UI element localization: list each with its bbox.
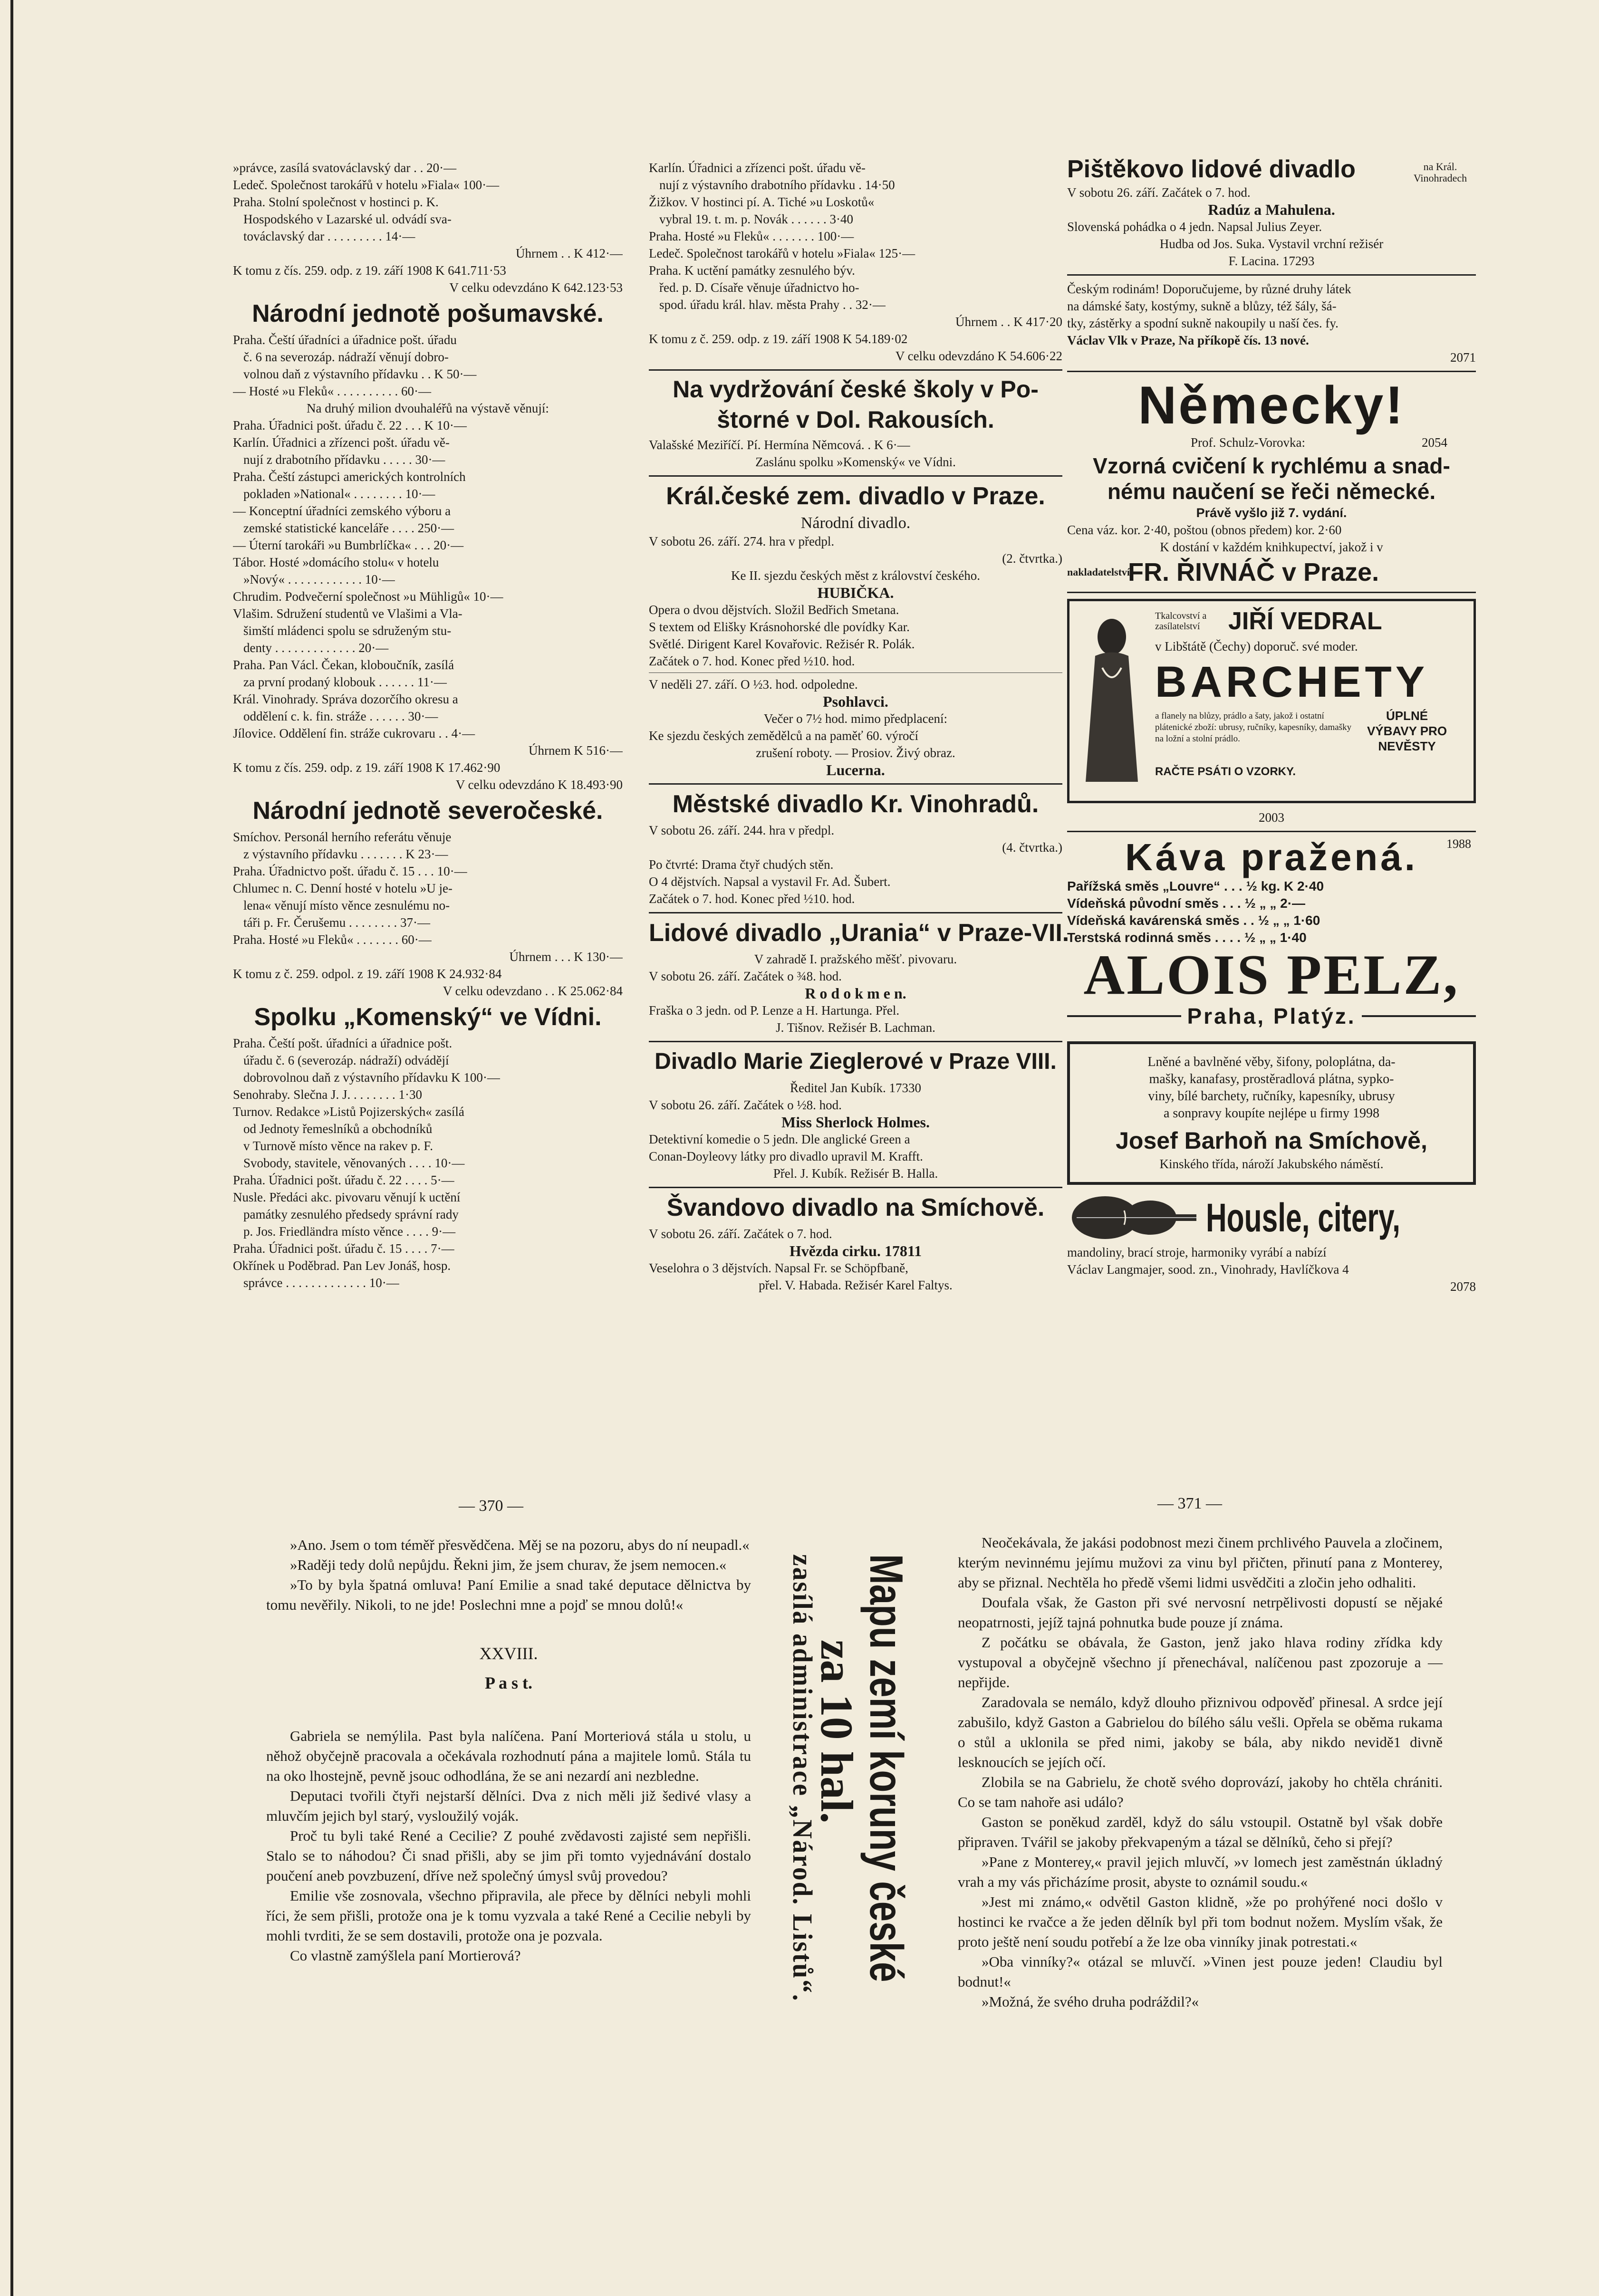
advert-book-title-2: nému naučení se řeči německé. bbox=[1107, 479, 1436, 504]
text-line: tky, zástěrky a spodní sukně nakoupily u naší čes. fy. bbox=[1067, 316, 1339, 330]
text-line: F. Lacina. 17293 bbox=[1228, 254, 1315, 268]
page-number-left: — 370 — bbox=[459, 1497, 523, 1515]
divider bbox=[1067, 371, 1476, 372]
advert-housle-title: Housle, citery, bbox=[1206, 1195, 1400, 1240]
barhon-name: Josef Barhoň na Smíchově, bbox=[1116, 1127, 1427, 1154]
text-line: Praha. Hosté »u Fleků« . . . . . . . 100·— bbox=[649, 229, 854, 243]
text-line: Václav Langmajer, sood. zn., Vinohrady, Havlíčkova 4 bbox=[1067, 1262, 1349, 1277]
text-line: Miss Sherlock Holmes. bbox=[781, 1114, 930, 1131]
text-line: — Konceptní úřadníci zemského výboru a bbox=[233, 504, 451, 518]
paragraph: Z počátku se obávala, že Gaston, jenž jako hlava rodiny zřídka kdy vystupoval a obyčejně všechno jí přenechával, nalíčenou past zpozoruje a — nepřijde. bbox=[958, 1634, 1443, 1691]
donation-list bbox=[233, 331, 623, 793]
text-line: S textem od Elišky Krásnohorské dle povídky Kar. bbox=[649, 620, 910, 634]
text-line: viny, bílé barchety, ručníky, kapesníky, ubrusy bbox=[1148, 1089, 1395, 1104]
advert-prices bbox=[1067, 521, 1476, 556]
text-line: řed. p. D. Císaře věnuje úřadnictvo ho- bbox=[659, 280, 859, 295]
text-line: Senohraby. Slečna J. J. . . . . . . . 1·30 bbox=[233, 1087, 422, 1102]
text-line: Terstská rodinná směs . . . . ½ „ „ 1·40 bbox=[1067, 930, 1307, 945]
text-line: Praha. Hosté »u Fleků« . . . . . . . 60·— bbox=[233, 932, 432, 947]
story-page-right bbox=[958, 1533, 1443, 2012]
paragraph: Gabriela se nemýlila. Past byla nalíčena. Paní Morteriová stála u stolu, u něhož obyčejně pracovala a očekávala rozhodnutí pána a majitele lomů. Stála tu na oko lhostejně, pevně jsouc odhodlána, že se ani nezardí ani nezbledne. bbox=[266, 1728, 751, 1784]
advert-housle-text bbox=[1067, 1244, 1476, 1295]
theatre-location: na Král. Vinohradech bbox=[1413, 161, 1467, 184]
text-line: 2071 bbox=[1450, 350, 1476, 365]
text-line: K tomu z č. 259. odp. z 19. září 1908 K 54.189·02 bbox=[649, 332, 908, 346]
vertical-advert-line-3: zasílá administrace „Národ. Listů“. bbox=[787, 1554, 818, 2002]
paragraph: »Oba vinníky?« otázal se mluvčí. »Vinen jest pouze jeden! Claudiu byl bodnut!« bbox=[958, 1953, 1443, 1990]
text-line: správce . . . . . . . . . . . . . 10·— bbox=[243, 1276, 399, 1290]
text-line: Večer o 7½ hod. mimo předplacení: bbox=[763, 711, 948, 726]
theatre-listing bbox=[649, 822, 1062, 907]
paragraph: Doufala však, že Gaston při své nervosní netrpělivosti dopustí se nějaké neopatrnosti, jejíž tajná pohnutka bude pouze jí známa. bbox=[958, 1594, 1443, 1631]
advert-publisher-label: nakladatelství bbox=[1067, 566, 1130, 578]
paragraph: »To by byla špatná omluva! Paní Emilie a snad také deputace dělnictva by tomu nevěřily. Nikoli, to ne jde! Poslechni mne a pojď se mnou dolů!« bbox=[266, 1576, 751, 1613]
text-line: V sobotu 26. září. 244. hra v předpl. bbox=[649, 823, 835, 837]
section-heading-severoceska: Národní jednotě severočeské. bbox=[252, 797, 603, 825]
text-line: nují z drabotního přídavku . . . . . 30·— bbox=[243, 452, 445, 467]
text-line: Václav Vlk v Praze, Na příkopě čís. 13 nové. bbox=[1067, 333, 1309, 347]
text-line: pokladen »National« . . . . . . . . 10·— bbox=[243, 487, 435, 501]
advert-kava-title: Káva pražená. bbox=[1125, 836, 1418, 878]
barchety-samples: RAČTE PSÁTI O VZORKY. bbox=[1155, 765, 1296, 778]
text-line: O 4 dějstvích. Napsal a vystavil Fr. Ad. Šubert. bbox=[649, 874, 891, 889]
advert-author: Prof. Schulz-Vorovka: bbox=[1191, 435, 1305, 450]
text-line: Po čtvrté: Drama čtyř chudých stěn. bbox=[649, 857, 834, 872]
section-heading-komensky: Spolku „Komenský“ ve Vídni. bbox=[254, 1003, 602, 1031]
section-heading-postorna: Na vydržování české školy v Po- bbox=[673, 376, 1039, 403]
vertical-advert-line-1: Mapu zemí koruny české bbox=[860, 1554, 913, 1982]
text-line: Karlín. Úřadnici a zřízenci pošt. úřadu vě- bbox=[233, 435, 450, 450]
text-line: na dámské šaty, kostýmy, sukně a blůzy, též šály, šá- bbox=[1067, 299, 1337, 313]
story-page-left bbox=[266, 1535, 751, 1966]
text-line: Karlín. Úřadnici a zřízenci pošt. úřadu vě- bbox=[649, 161, 866, 175]
donation-list bbox=[649, 159, 1062, 365]
text-line: nují z výstavního drabotního přídavku . 14·50 bbox=[659, 178, 895, 192]
text-line: Praha. K uctění památky zesnulého býv. bbox=[649, 263, 855, 278]
text-line: šimští mládenci spolu se sdruženým stu- bbox=[243, 624, 452, 638]
text-line: Pařížská směs „Louvre“ . . . ½ kg. K 2·40 bbox=[1067, 879, 1324, 893]
divider bbox=[649, 475, 1062, 477]
coffee-price-list bbox=[1067, 878, 1476, 946]
text-line: Hudba od Jos. Suka. Vystavil vrchní režisér bbox=[1159, 237, 1384, 251]
text-line: Svobody, stavitele, věnovaných . . . . 10·— bbox=[243, 1156, 465, 1170]
divider bbox=[649, 1187, 1062, 1188]
paragraph: Deputaci tvořili čtyři nejstarší dělníci. Dva z nich měli již šedivé vlasy a mluvčím jejich byl starý, vysloužilý voják. bbox=[266, 1787, 751, 1824]
text-line: Hvězda cirku. 17811 bbox=[789, 1242, 922, 1259]
text-line: vybral 19. t. m. p. Novák . . . . . . 3·40 bbox=[659, 212, 853, 226]
text-line: táři p. Fr. Čerušemu . . . . . . . . 37·— bbox=[243, 915, 430, 930]
text-line: v Turnově místo věnce na rakev p. F. bbox=[243, 1139, 433, 1153]
text-line: V neděli 27. září. O ½3. hod. odpoledne. bbox=[649, 677, 858, 692]
text-line: Praha. Čeští pošt. úřadníci a úřadnice pošt. bbox=[233, 1036, 453, 1050]
text-line: za první prodaný klobouk . . . . . . 11·— bbox=[243, 675, 447, 689]
text-line: K tomu z čís. 259. odp. z 19. září 1908 K 17.462·90 bbox=[233, 760, 501, 775]
divider bbox=[649, 369, 1062, 371]
text-line: Začátek o 7. hod. Konec před ½10. hod. bbox=[649, 892, 855, 906]
text-line: Žižkov. V hostinci pí. A. Tiché »u Loskotů« bbox=[649, 195, 875, 209]
donation-list bbox=[233, 159, 623, 296]
text-line: Vídeňská původní směs . . . ½ „ „ 2·— bbox=[1067, 896, 1306, 911]
text-line: HUBIČKA. bbox=[817, 584, 894, 601]
text-line: Ke II. sjezdu českých měst z království českého. bbox=[731, 568, 981, 583]
paragraph: Co vlastně zamýšlela paní Mortierová? bbox=[290, 1947, 521, 1964]
text-line: Conan-Doyleovy látky pro divadlo upravil M. Krafft. bbox=[649, 1149, 923, 1163]
text-line: Chlumec n. C. Denní hosté v hotelu »U je- bbox=[233, 881, 453, 895]
paragraph: Gaston se poněkud zarděl, když do sálu vstoupil. Ostatně byl však dobře připraven. Tvářil se jakoby překvapeným a tázal se dělníků, čeho si přejí? bbox=[958, 1814, 1443, 1850]
text-line: Psohlavci. bbox=[823, 693, 888, 710]
text-line: denty . . . . . . . . . . . . . 20·— bbox=[243, 641, 389, 655]
text-line: 2078 bbox=[1450, 1279, 1476, 1294]
text-line: Úhrnem . . K 417·20 bbox=[955, 315, 1062, 329]
text-line: Okřínek u Poděbrad. Pan Lev Jonáš, hosp. bbox=[233, 1258, 451, 1273]
theatre-heading-vinohrady: Městské divadlo Kr. Vinohradů. bbox=[672, 790, 1039, 818]
advert-publisher: FR. ŘIVNÁČ v Praze. bbox=[1128, 558, 1379, 586]
theatre-listing bbox=[1067, 184, 1476, 269]
text-line: (2. čtvrtka.) bbox=[1002, 551, 1062, 566]
text-line: Cena váz. kor. 2·40, poštou (obnos předem) kor. 2·60 bbox=[1067, 523, 1342, 537]
text-line: K tomu z č. 259. odpol. z 19. září 1908 K 24.932·84 bbox=[233, 967, 502, 981]
theatre-listing bbox=[649, 951, 1062, 1036]
text-line: Přel. J. Kubík. Režisér B. Halla. bbox=[773, 1166, 938, 1181]
woman-figure-illustration bbox=[1076, 611, 1147, 787]
text-line: Ke sjezdu českých zemědělců a na paměť 60. výročí bbox=[649, 729, 919, 743]
advert-edition-note: Právě vyšlo již 7. vydání. bbox=[1196, 506, 1347, 520]
text-line: Praha. Stolní společnost v hostinci p. K. bbox=[233, 195, 439, 209]
text-line: »Nový« . . . . . . . . . . . . 10·— bbox=[243, 572, 395, 586]
text-line: spod. úřadu král. hlav. města Prahy . . 32·— bbox=[659, 298, 886, 312]
paragraph: »Možná, že svého druha podráždil?« bbox=[982, 1993, 1199, 2010]
advert-nemecky-title: Německy! bbox=[1138, 375, 1405, 435]
barchety-name: JIŘÍ VEDRAL bbox=[1228, 607, 1382, 635]
text-line: V sobotu 26. září. 274. hra v předpl. bbox=[649, 534, 835, 548]
chapter-number: XXVIII. bbox=[479, 1644, 538, 1663]
text-line: volnou daň z výstavního přídavku . . K 50·— bbox=[243, 367, 477, 381]
paragraph: »Jest mi známo,« odvětil Gaston klidně, »že po prohýřené noci došlo v hostinci ke rvačce a že jeden dělník byl při tom bodnut nožem. Myslím však, že proto ještě není soudu potřebí a že lze oba vinníky jinak potrestati.« bbox=[958, 1893, 1443, 1950]
text-line: Světlé. Dirigent Karel Kovařovic. Režisér R. Polák. bbox=[649, 637, 915, 651]
text-line: Radúz a Mahulena. bbox=[1208, 201, 1335, 218]
donation-list bbox=[649, 436, 1062, 471]
text-line: Praha. Úřadnici pošt. úřadu č. 22 . . . K 10·— bbox=[233, 418, 467, 432]
text-line: Vlašim. Sdružení studentů ve Vlašimi a Vla- bbox=[233, 606, 462, 621]
text-line: Lucerna. bbox=[826, 761, 885, 778]
theatre-subheading: Národní divadlo. bbox=[800, 514, 911, 532]
text-line: Úhrnem . . . K 130·— bbox=[509, 950, 623, 964]
advert-barhon bbox=[1067, 1041, 1476, 1185]
text-line: Úhrnem . . K 412·— bbox=[516, 246, 623, 260]
barhon-address: Kinského třída, nároží Jakubského náměstí. bbox=[1159, 1157, 1384, 1171]
divider bbox=[649, 672, 1062, 673]
text-line: Veselohra o 3 dějstvích. Napsal Fr. se Schöpfbaně, bbox=[649, 1261, 908, 1275]
text-line: mandoliny, brací stroje, harmoniky vyrábí a nabízí bbox=[1067, 1245, 1327, 1259]
text-line: (4. čtvrtka.) bbox=[1002, 840, 1062, 855]
text-line: Praha. Úřadnictvo pošt. úřadu č. 15 . . . 10·— bbox=[233, 864, 467, 878]
text-line: R o d o k m e n. bbox=[805, 985, 906, 1002]
barchety-trousseau: ÚPLNÉ VÝBAVY PRO NEVĚSTY bbox=[1367, 709, 1447, 753]
divider bbox=[649, 1041, 1062, 1042]
text-line: Praha. Čeští zástupci amerických kontrolních bbox=[233, 470, 466, 484]
divider bbox=[649, 912, 1062, 913]
paragraph: Neočekávala, že jakási podobnost mezi činem prchlivého Pauvela a zločinem, kterým nevinnému jejímu mužovi za vinu byl přičten, přinutí pana z Monterey, aby se přiznal. Nechtěla ho předě všemi lidmi usvědčiti a zločin jeho odhaliti. bbox=[958, 1534, 1443, 1591]
paragraph: Proč tu byli také René a Cecilie? Z pouhé zvědavosti zajisté sem nepřišli. Stalo se to náhodou? Či snad přišli, aby se jim při tomto vyjednávání dostalo poučení aneb povzbuzení, dříve než společný úmysl svůj provedou? bbox=[266, 1827, 751, 1884]
divider bbox=[649, 783, 1062, 785]
text-line: Detektivní komedie o 5 jedn. Dle anglické Green a bbox=[649, 1132, 910, 1146]
theatre-heading-urania: Lidové divadlo „Urania“ v Praze-VII. bbox=[649, 919, 1069, 947]
text-line: Praha. Čeští úřadníci a úřadnice pošt. úřadu bbox=[233, 333, 457, 347]
text-line: Jílovice. Oddělení fin. stráže cukrovaru . . 4·— bbox=[233, 726, 475, 740]
paragraph: Zlobila se na Gabrielu, že chotě svého doprovází, jakoby ho chtěla chrániti. Co se tam nahoře asi událo? bbox=[958, 1774, 1443, 1810]
text-line: Vídeňská kavárenská směs . . ½ „ „ 1·60 bbox=[1067, 913, 1320, 928]
paragraph: Zaradovala se nemálo, když dlouho přiznivou odpověď přinesal. A srdce její zabušilo, když Gaston a Gabrielou do bílého sálu vešli. Opřela se oběma rukama o stůl a uklonila se před nimi, jakoby se bála, aby nikdo nevidě1 divně lesknoucích se jejích očí. bbox=[958, 1694, 1443, 1770]
text-line: Opera o dvou dějstvích. Složil Bedřich Smetana. bbox=[649, 603, 899, 617]
advert-pelz-name: ALOIS PELZ, bbox=[1083, 943, 1460, 1006]
text-line: Ledeč. Společnost tarokářů v hotelu »Fiala« 100·— bbox=[233, 178, 500, 192]
section-heading-posumavska: Národní jednotě pošumavské. bbox=[252, 300, 604, 327]
text-line: »právce, zasílá svatováclavský dar . . 20·— bbox=[233, 161, 457, 175]
text-line: dobrovolnou daň z výstavního přídavku K 100·— bbox=[243, 1070, 500, 1085]
text-line: zemské statistické kanceláře . . . . 250·— bbox=[243, 521, 454, 535]
theatre-listing bbox=[649, 676, 1062, 778]
text-line: J. Tišnov. Režisér B. Lachman. bbox=[776, 1020, 935, 1035]
text-line: K dostání v každém knihkupectví, jakož i v bbox=[1160, 540, 1383, 554]
theatre-listing bbox=[649, 533, 1062, 670]
text-line: p. Jos. Friedländra místo věnce . . . . 9·— bbox=[243, 1224, 456, 1239]
text-line: oddělení c. k. fin. stráže . . . . . . 30·— bbox=[243, 709, 438, 723]
chapter-title: P a s t. bbox=[484, 1673, 532, 1692]
text-line: Slovenská pohádka o 4 jedn. Napsal Julius Zeyer. bbox=[1067, 220, 1322, 234]
text-line: V zahradě I. pražského měšť. pivovaru. bbox=[754, 952, 957, 966]
text-line: a sonpravy koupíte nejlépe u firmy 1998 bbox=[1163, 1106, 1380, 1121]
theatre-heading-svandovo: Švandovo divadlo na Smíchově. bbox=[666, 1194, 1045, 1221]
text-line: V sobotu 26. září. Začátek o 7. hod. bbox=[1067, 185, 1251, 200]
text-line: — Hosté »u Fleků« . . . . . . . . . . 60·— bbox=[233, 384, 431, 398]
text-line: Hospodského v Lazarské ul. odvádí sva- bbox=[243, 212, 452, 226]
text-line: z výstavního přídavku . . . . . . . K 23·— bbox=[243, 847, 448, 861]
advert-number: 2054 bbox=[1422, 435, 1447, 450]
text-line: Praha. Úřadnici pošt. úřadu č. 22 . . . . 5·— bbox=[233, 1173, 454, 1187]
text-line: Smíchov. Personál herního referátu věnuje bbox=[233, 830, 452, 844]
paragraph: »Pane z Monterey,« pravil jejich mluvčí, »v lomech jest zaměstnán úkladný vrah a my vás přicházíme prosit, abyste to oznámil soudu.« bbox=[958, 1854, 1443, 1890]
text-line: Chrudim. Podvečerní společnost »u Mühligů« 10·— bbox=[233, 589, 503, 604]
column-2 bbox=[649, 159, 1069, 1294]
barchety-subtitle: v Libštátě (Čechy) doporuč. své moder. bbox=[1155, 639, 1358, 653]
text-line: Lněné a bavlněné věby, šifony, poloplátna, da- bbox=[1147, 1055, 1396, 1069]
text-line: Praha. Úřadnici pošt. úřadu č. 15 . . . . 7·— bbox=[233, 1241, 454, 1256]
barchety-trade: Tkalcovství a zasílatelství bbox=[1155, 611, 1207, 632]
text-line: mašky, kanafasy, prostěradlová plátna, sypko- bbox=[1149, 1072, 1394, 1086]
text-line: továclavský dar . . . . . . . . . 14·— bbox=[243, 229, 415, 243]
barchety-goods: a flanely na blůzy, prádlo a šaty, jakož i ostatní plátenické zboží: ubrusy, ručníky, kapesníky, damašky na ložní a stolní prádlo. bbox=[1155, 711, 1352, 744]
paragraph: »Ano. Jsem o tom téměř přesvědčena. Měj se na pozoru, abys do ní neupadl.« bbox=[290, 1537, 750, 1553]
column-1 bbox=[233, 159, 623, 1291]
text-line: č. 6 na severozáp. nádraží věnují dobro- bbox=[243, 350, 449, 364]
column-3 bbox=[1067, 154, 1476, 1295]
advert-number: 2003 bbox=[1259, 810, 1284, 825]
text-line: Valašské Meziříčí. Pí. Hermína Němcová. . K 6·— bbox=[649, 438, 910, 452]
text-line: Tábor. Hosté »domácího stolu« v hotelu bbox=[233, 555, 439, 569]
donation-list bbox=[233, 1035, 623, 1291]
text-line: Fraška o 3 jedn. od P. Lenze a H. Hartunga. Přel. bbox=[649, 1003, 900, 1018]
page-binding-edge bbox=[10, 0, 13, 2296]
divider bbox=[1067, 274, 1476, 276]
text-line: Král. Vinohrady. Správa dozorčího okresu a bbox=[233, 692, 458, 706]
violin-illustration bbox=[1067, 1191, 1196, 1244]
advert-pelz-address: Praha, Platýz. bbox=[1187, 1004, 1356, 1028]
text-line: V celku odevzdáno K 18.493·90 bbox=[455, 778, 623, 792]
divider bbox=[1067, 831, 1476, 832]
text-line: Nusle. Předáci akc. pivovaru věnují k uctění bbox=[233, 1190, 461, 1204]
text-line: Zaslánu spolku »Komenský« ve Vídni. bbox=[755, 455, 956, 469]
text-line: V celku odevzdano . . K 25.062·84 bbox=[443, 984, 623, 998]
theatre-heading-zieglerova: Divadlo Marie Zieglerové v Praze VIII. bbox=[655, 1049, 1057, 1074]
theatre-listing bbox=[649, 1225, 1062, 1294]
text-line: zrušení roboty. — Prosiov. Živý obraz. bbox=[756, 746, 955, 760]
vertical-advert-line-2: za 10 hal. bbox=[811, 1640, 862, 1824]
text-line: Turnov. Redakce »Listů Pojizerských« zasílá bbox=[233, 1105, 464, 1119]
text-line: V celku odevzdáno K 642.123·53 bbox=[449, 280, 623, 295]
barchety-title: BARCHETY bbox=[1155, 658, 1429, 706]
text-line: památky zesnulého předsedy správní rady bbox=[243, 1207, 459, 1221]
vertical-advert bbox=[789, 1554, 932, 2219]
text-line: — Úterní tarokáři »u Bumbrlíčka« . . . 20·— bbox=[233, 538, 464, 552]
text-line: Praha. Pan Václ. Čekan, kloboučník, zasílá bbox=[233, 658, 454, 672]
theatre-heading-narodni: Král.české zem. divadlo v Praze. bbox=[666, 482, 1045, 510]
text-line: Ledeč. Společnost tarokářů v hotelu »Fiala« 125·— bbox=[649, 246, 915, 260]
page-number-right: — 371 — bbox=[1157, 1495, 1222, 1512]
text-line: Na druhý milion dvouhaléřů na výstavě věnují: bbox=[307, 401, 549, 415]
text-line: V sobotu 26. září. Začátek o 7. hod. bbox=[649, 1227, 832, 1241]
text-line: úřadu č. 6 (severozáp. nádraží) odvádějí bbox=[243, 1053, 449, 1067]
text-line: lena« věnují místo věnce zesnulému no- bbox=[243, 898, 450, 913]
advert-number: 1988 bbox=[1446, 837, 1471, 851]
divider bbox=[1067, 592, 1476, 593]
text-line: Úhrnem K 516·— bbox=[529, 743, 623, 758]
paragraph: »Raději tedy dolů nepůjdu. Řekni jim, že jsem churav, že jsem nemocen.« bbox=[290, 1556, 727, 1573]
section-heading-postorna-2: štorné v Dol. Rakousích. bbox=[717, 406, 994, 433]
theatre-heading-pistek: Pištěkovo lidové divadlo bbox=[1067, 155, 1356, 183]
text-line: Českým rodinám! Doporučujeme, by různé druhy látek bbox=[1067, 282, 1351, 296]
text-line: od Jednoty řemeslníků a obchodníků bbox=[243, 1122, 433, 1136]
advert-vlk bbox=[1067, 280, 1476, 366]
text-line: V sobotu 26. září. Začátek o ¾8. hod. bbox=[649, 969, 842, 983]
advert-barchety bbox=[1067, 599, 1476, 803]
text-line: Začátek o 7. hod. Konec před ½10. hod. bbox=[649, 654, 855, 668]
text-line: přel. V. Habada. Režisér Karel Faltys. bbox=[759, 1278, 953, 1292]
text-line: V sobotu 26. září. Začátek o ½8. hod. bbox=[649, 1098, 842, 1112]
text-line: V celku odevzdáno K 54.606·22 bbox=[895, 349, 1062, 363]
theatre-listing bbox=[649, 1079, 1062, 1182]
paragraph: Emilie vše zosnovala, všechno připravila, ale přece by dělníci nebyli mohli říci, že sem přišli, protože ona je k tomu vyzvala a také René a Cecilie nebyli by mohli tvrditi, že se sem dostavili, protože ona je pozvala. bbox=[266, 1887, 751, 1944]
text-line: Ředitel Jan Kubík. 17330 bbox=[790, 1081, 921, 1095]
text-line: K tomu z čís. 259. odp. z 19. září 1908 K 641.711·53 bbox=[233, 263, 506, 278]
advert-book-title: Vzorná cvičení k rychlému a snad- bbox=[1093, 453, 1450, 478]
donation-list bbox=[233, 828, 623, 999]
